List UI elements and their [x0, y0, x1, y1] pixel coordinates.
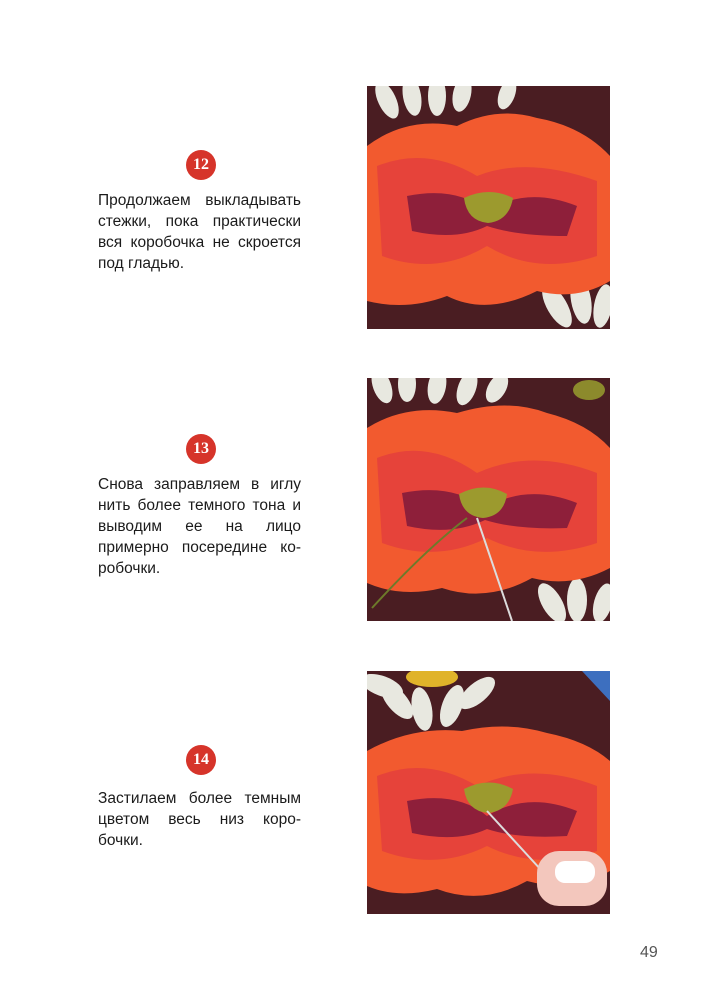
page-number: 49 [640, 944, 658, 961]
step-number-badge: 12 [186, 150, 216, 180]
embroidery-photo [367, 86, 610, 329]
step-number-badge: 14 [186, 745, 216, 775]
step-description: Застилаем более темным цветом весь низ коро-бочки. [98, 790, 301, 849]
step-description: Продолжаем выкладывать стежки, пока практически вся коробочка не скроется под гладью. [98, 192, 301, 272]
poppy-embroidery-image [367, 86, 610, 329]
embroidery-photo [367, 378, 610, 621]
embroidery-photo [367, 671, 610, 914]
poppy-embroidery-image [367, 378, 610, 621]
step-number-badge: 13 [186, 434, 216, 464]
step-description: Снова заправляем в иглу нить более темного тона и выводим ее на лицо примерно посередине ко-робочки. [98, 476, 301, 577]
poppy-embroidery-image [367, 671, 610, 914]
